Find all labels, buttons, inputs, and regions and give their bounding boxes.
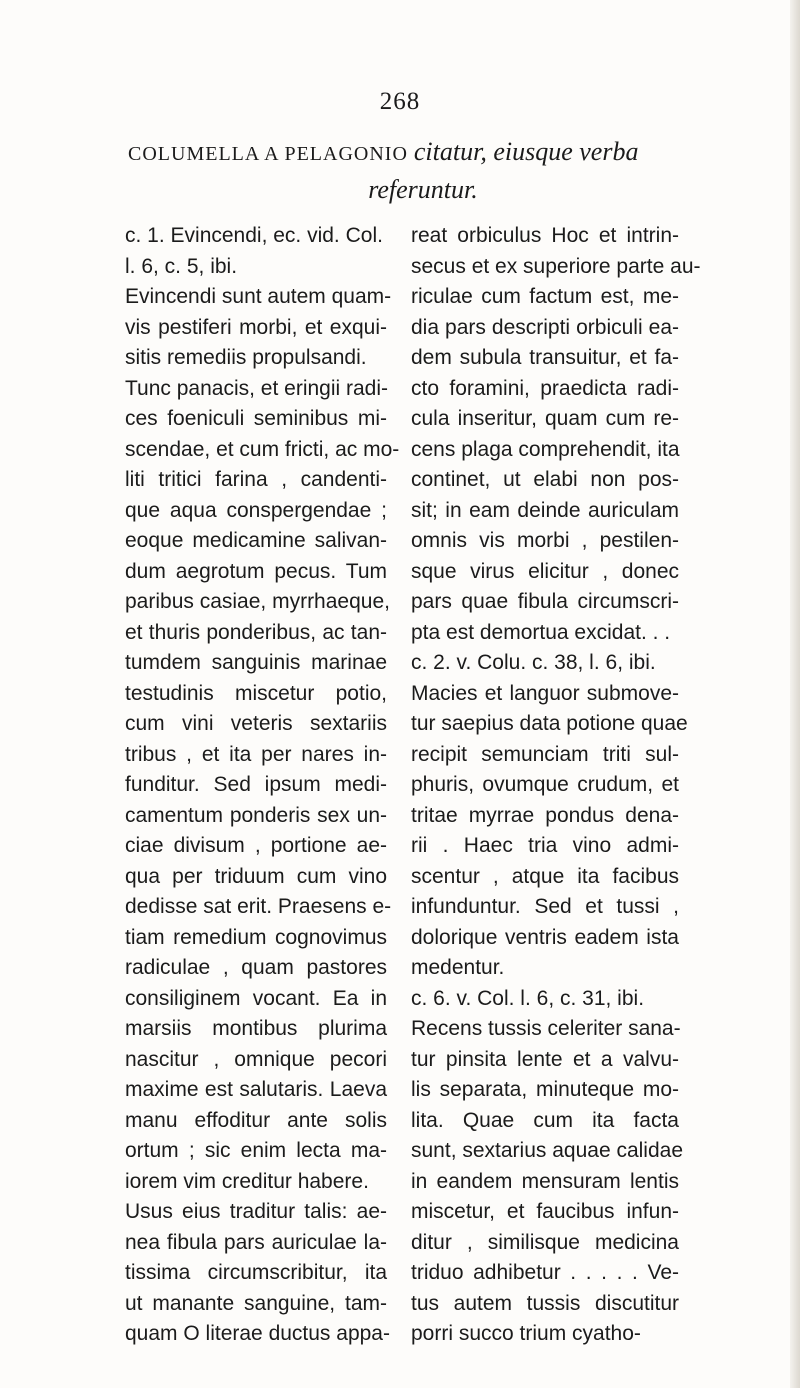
right-column-line: phuris, ovumque crudum, et bbox=[411, 773, 679, 796]
right-column-line: sunt, sextarius aquae calidae bbox=[411, 1139, 684, 1162]
right-column-line: Macies et languor submove- bbox=[411, 681, 679, 705]
left-column-line: radiculae , quam pastores bbox=[125, 956, 387, 979]
right-column-line: dem subula transuitur, et fa- bbox=[411, 346, 679, 369]
right-column-line: tur saepius data potione quae bbox=[411, 712, 688, 735]
left-column-line: dedisse sat erit. Praesens e- bbox=[125, 895, 392, 918]
right-column-line: in eandem mensuram lentis bbox=[411, 1169, 679, 1193]
left-column-line: ces foeniculi seminibus mi- bbox=[125, 407, 387, 430]
right-column-line: riculae cum factum est, me- bbox=[411, 285, 679, 308]
right-column-line: infunduntur. Sed et tussi , bbox=[411, 895, 679, 918]
left-column-line: que aqua conspergendae ; bbox=[125, 498, 387, 522]
left-column-line: Tunc panacis, et eringii radi- bbox=[125, 376, 389, 400]
right-column-line: cto foramini, praedicta radi- bbox=[411, 376, 679, 400]
left-column-line: liti tritici farina , candenti- bbox=[125, 468, 387, 491]
left-column-line: testudinis miscetur potio, bbox=[125, 681, 387, 705]
left-column-line: ciae divisum , portione ae- bbox=[125, 834, 387, 857]
left-column-line: tumdem sanguinis marinae bbox=[125, 651, 387, 674]
right-column-line: tritae myrrae pondus dena- bbox=[411, 803, 679, 827]
right-column-line: omnis vis morbi , pestilen- bbox=[411, 529, 679, 552]
running-head-italic-2: referuntur. bbox=[368, 175, 478, 204]
right-column-line: dolorique ventris eadem ista bbox=[411, 925, 679, 949]
left-column-line: tiam remedium cognovimus bbox=[125, 925, 387, 949]
left-column-line: scendae, et cum fricti, ac mo- bbox=[125, 437, 400, 461]
left-column-line: paribus casiae, myrrhaeque, bbox=[125, 590, 390, 613]
running-head-small-caps: COLUMELLA A PELAGONIO bbox=[128, 143, 408, 165]
right-column-line: lis separata, minuteque mo- bbox=[411, 1078, 679, 1101]
left-column-line: funditur. Sed ipsum medi- bbox=[125, 773, 387, 796]
page-edge-shadow bbox=[790, 0, 800, 1388]
right-column-line: reat orbiculus Hoc et intrin- bbox=[411, 224, 679, 247]
right-column-line: sit; in eam deinde auriculam bbox=[411, 498, 679, 522]
left-column-line: nea fibula pars auriculae la- bbox=[125, 1230, 387, 1254]
left-column-line: camentum ponderis sex un- bbox=[125, 803, 387, 827]
left-column-line: quam O literae ductus appa- bbox=[125, 1322, 390, 1345]
right-column-line: cula inseritur, quam cum re- bbox=[411, 407, 679, 430]
left-column-line: l. 6, c. 5, ibi. bbox=[125, 254, 238, 278]
left-column-line: ut manante sanguine, tam- bbox=[125, 1291, 387, 1315]
right-column-line: dia pars descripti orbiculi ea- bbox=[411, 315, 679, 339]
right-column-line: c. 6. v. Col. l. 6, c. 31, ibi. bbox=[411, 986, 645, 1010]
right-column-line: rii . Haec tria vino admi- bbox=[411, 834, 679, 857]
right-column-line: ditur , similisque medicina bbox=[411, 1230, 679, 1254]
right-column-line: pars quae fibula circumscri- bbox=[411, 590, 679, 613]
right-column-line: c. 2. v. Colu. c. 38, l. 6, ibi. bbox=[411, 651, 656, 674]
right-column-line: miscetur, et faucibus infun- bbox=[411, 1200, 679, 1223]
right-column-line: pta est demortua excidat. . . bbox=[411, 620, 671, 644]
left-column-line: dum aegrotum pecus. Tum bbox=[125, 559, 387, 583]
left-column-line: tissima circumscribitur, ita bbox=[125, 1261, 387, 1284]
right-column-line: sque virus elicitur , donec bbox=[411, 559, 679, 583]
left-column-line: iorem vim creditur habere. bbox=[125, 1169, 369, 1193]
right-column-line: tur pinsita lente et a valvu- bbox=[411, 1047, 679, 1071]
page-number: 268 bbox=[379, 88, 421, 115]
left-column-line: ortum ; sic enim lecta ma- bbox=[125, 1139, 387, 1162]
left-column-line: et thuris ponderibus, ac tan- bbox=[125, 620, 387, 644]
right-column-line: cens plaga comprehendit, ita bbox=[411, 437, 680, 461]
left-column-line: c. 1. Evincendi, ec. vid. Col. bbox=[125, 224, 383, 247]
left-text-column bbox=[125, 221, 400, 1350]
left-column-line: marsiis montibus plurima bbox=[125, 1017, 387, 1040]
right-column-line: porri succo trium cyatho- bbox=[411, 1322, 641, 1345]
right-column-line: scentur , atque ita facibus bbox=[411, 864, 679, 888]
left-column-line: cum vini veteris sextariis bbox=[125, 712, 387, 735]
right-text-column bbox=[411, 221, 701, 1350]
left-column-line: eoque medicamine salivan- bbox=[125, 529, 387, 552]
left-column-line: maxime est salutaris. Laeva bbox=[125, 1078, 387, 1101]
right-column-line: triduo adhibetur . . . . . Ve- bbox=[411, 1261, 679, 1284]
running-head-italic-1: citatur, eiusque verba bbox=[413, 137, 639, 166]
left-column-line: manu effoditur ante solis bbox=[125, 1108, 387, 1132]
right-column-line: tus autem tussis discutitur bbox=[411, 1291, 679, 1315]
left-column-line: Usus eius traditur talis: ae- bbox=[125, 1200, 387, 1223]
left-column-line: qua per triduum cum vino bbox=[125, 864, 387, 888]
right-column-line: continet, ut elabi non pos- bbox=[411, 468, 679, 491]
left-column-line: vis pestiferi morbi, et exqui- bbox=[125, 315, 387, 339]
left-column-line: sitis remediis propulsandi. bbox=[125, 346, 367, 369]
right-column-line: medentur. bbox=[411, 956, 505, 979]
left-column-line: tribus , et ita per nares in- bbox=[125, 742, 387, 766]
right-column-line: recipit semunciam triti sul- bbox=[411, 742, 679, 766]
left-column-line: Evincendi sunt autem quam- bbox=[125, 285, 392, 308]
right-column-line: Recens tussis celeriter sana- bbox=[411, 1017, 681, 1040]
left-column-line: nascitur , omnique pecori bbox=[125, 1047, 387, 1071]
running-head bbox=[128, 134, 758, 208]
right-column-line: lita. Quae cum ita facta bbox=[411, 1108, 679, 1132]
right-column-line: secus et ex superiore parte au- bbox=[411, 254, 701, 278]
left-column-line: consiliginem vocant. Ea in bbox=[125, 986, 387, 1010]
